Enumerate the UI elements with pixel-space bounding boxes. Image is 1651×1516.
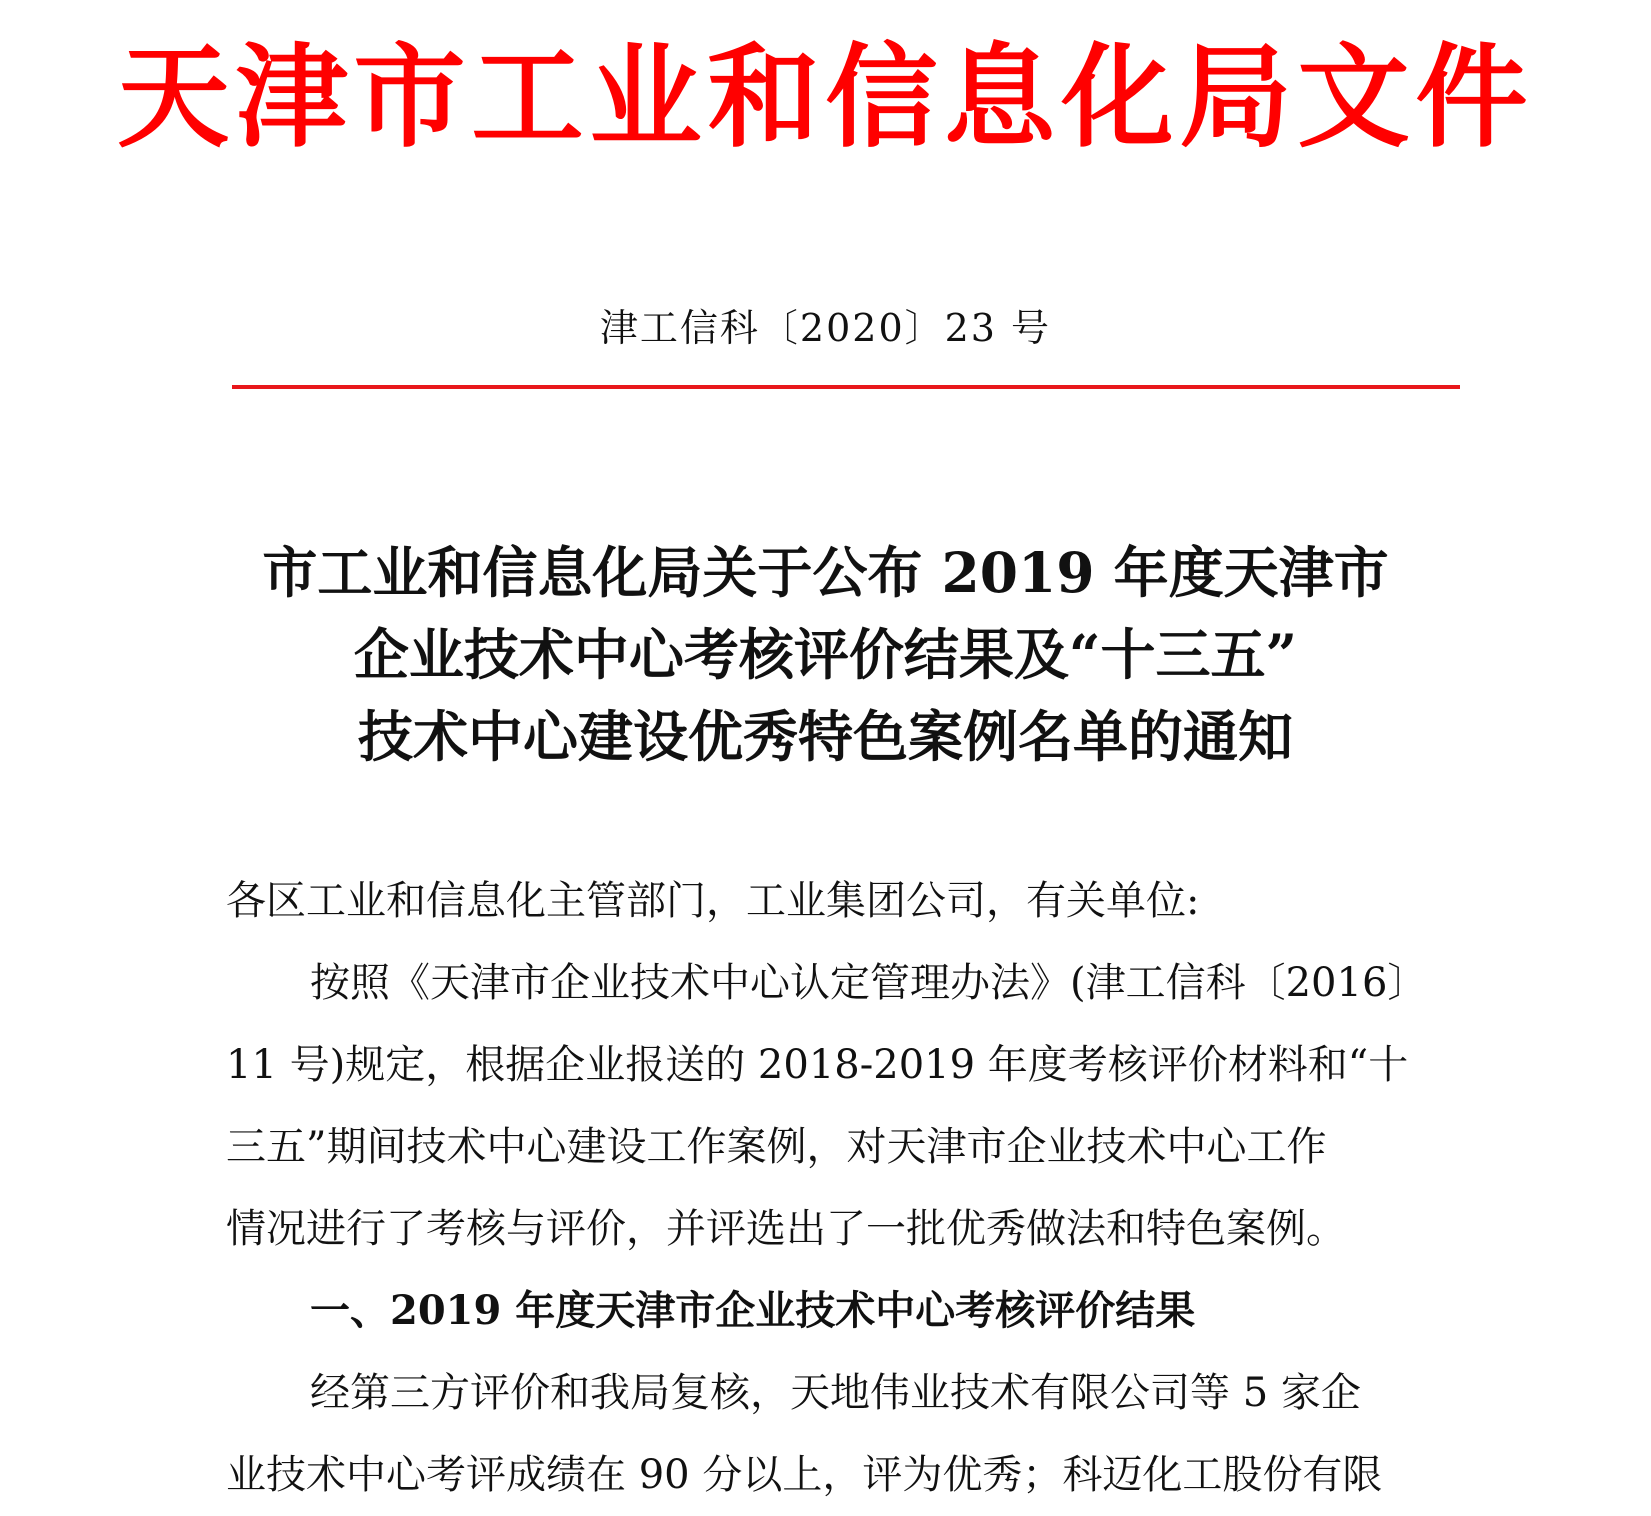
red-divider-line	[232, 385, 1460, 389]
paragraph-2-line-2: 业技术中心考评成绩在 90 分以上，评为优秀；科迈化工股份有限	[226, 1452, 1383, 1498]
section-1-heading: 一、2019 年度天津市企业技术中心考核评价结果	[310, 1287, 1196, 1334]
paragraph-1-line-1: 按照《天津市企业技术中心认定管理办法》(津工信科〔2016〕	[310, 960, 1428, 1006]
document-title	[0, 532, 1651, 778]
document-body	[226, 860, 1462, 1516]
paragraph-2-line-1: 经第三方评价和我局复核，天地伟业技术有限公司等 5 家企	[310, 1370, 1361, 1416]
paragraph-1-line-3: 三五”期间技术中心建设工作案例，对天津市企业技术中心工作	[226, 1124, 1327, 1170]
title-line-1: 市工业和信息化局关于公布 2019 年度天津市	[262, 540, 1389, 605]
issuer-header: 天津市工业和信息化局文件	[117, 32, 1534, 163]
title-line-2: 企业技术中心考核评价结果及“十三五”	[353, 622, 1298, 687]
document-number: 津工信科〔2020〕23 号	[599, 306, 1052, 350]
title-line-3: 技术中心建设优秀特色案例名单的通知	[357, 704, 1293, 769]
paragraph-1-line-2: 11 号)规定，根据企业报送的 2018-2019 年度考核评价材料和“十	[226, 1042, 1409, 1088]
paragraph-1-line-4: 情况进行了考核与评价，并评选出了一批优秀做法和特色案例。	[226, 1206, 1346, 1252]
salutation: 各区工业和信息化主管部门，工业集团公司，有关单位:	[226, 878, 1200, 924]
